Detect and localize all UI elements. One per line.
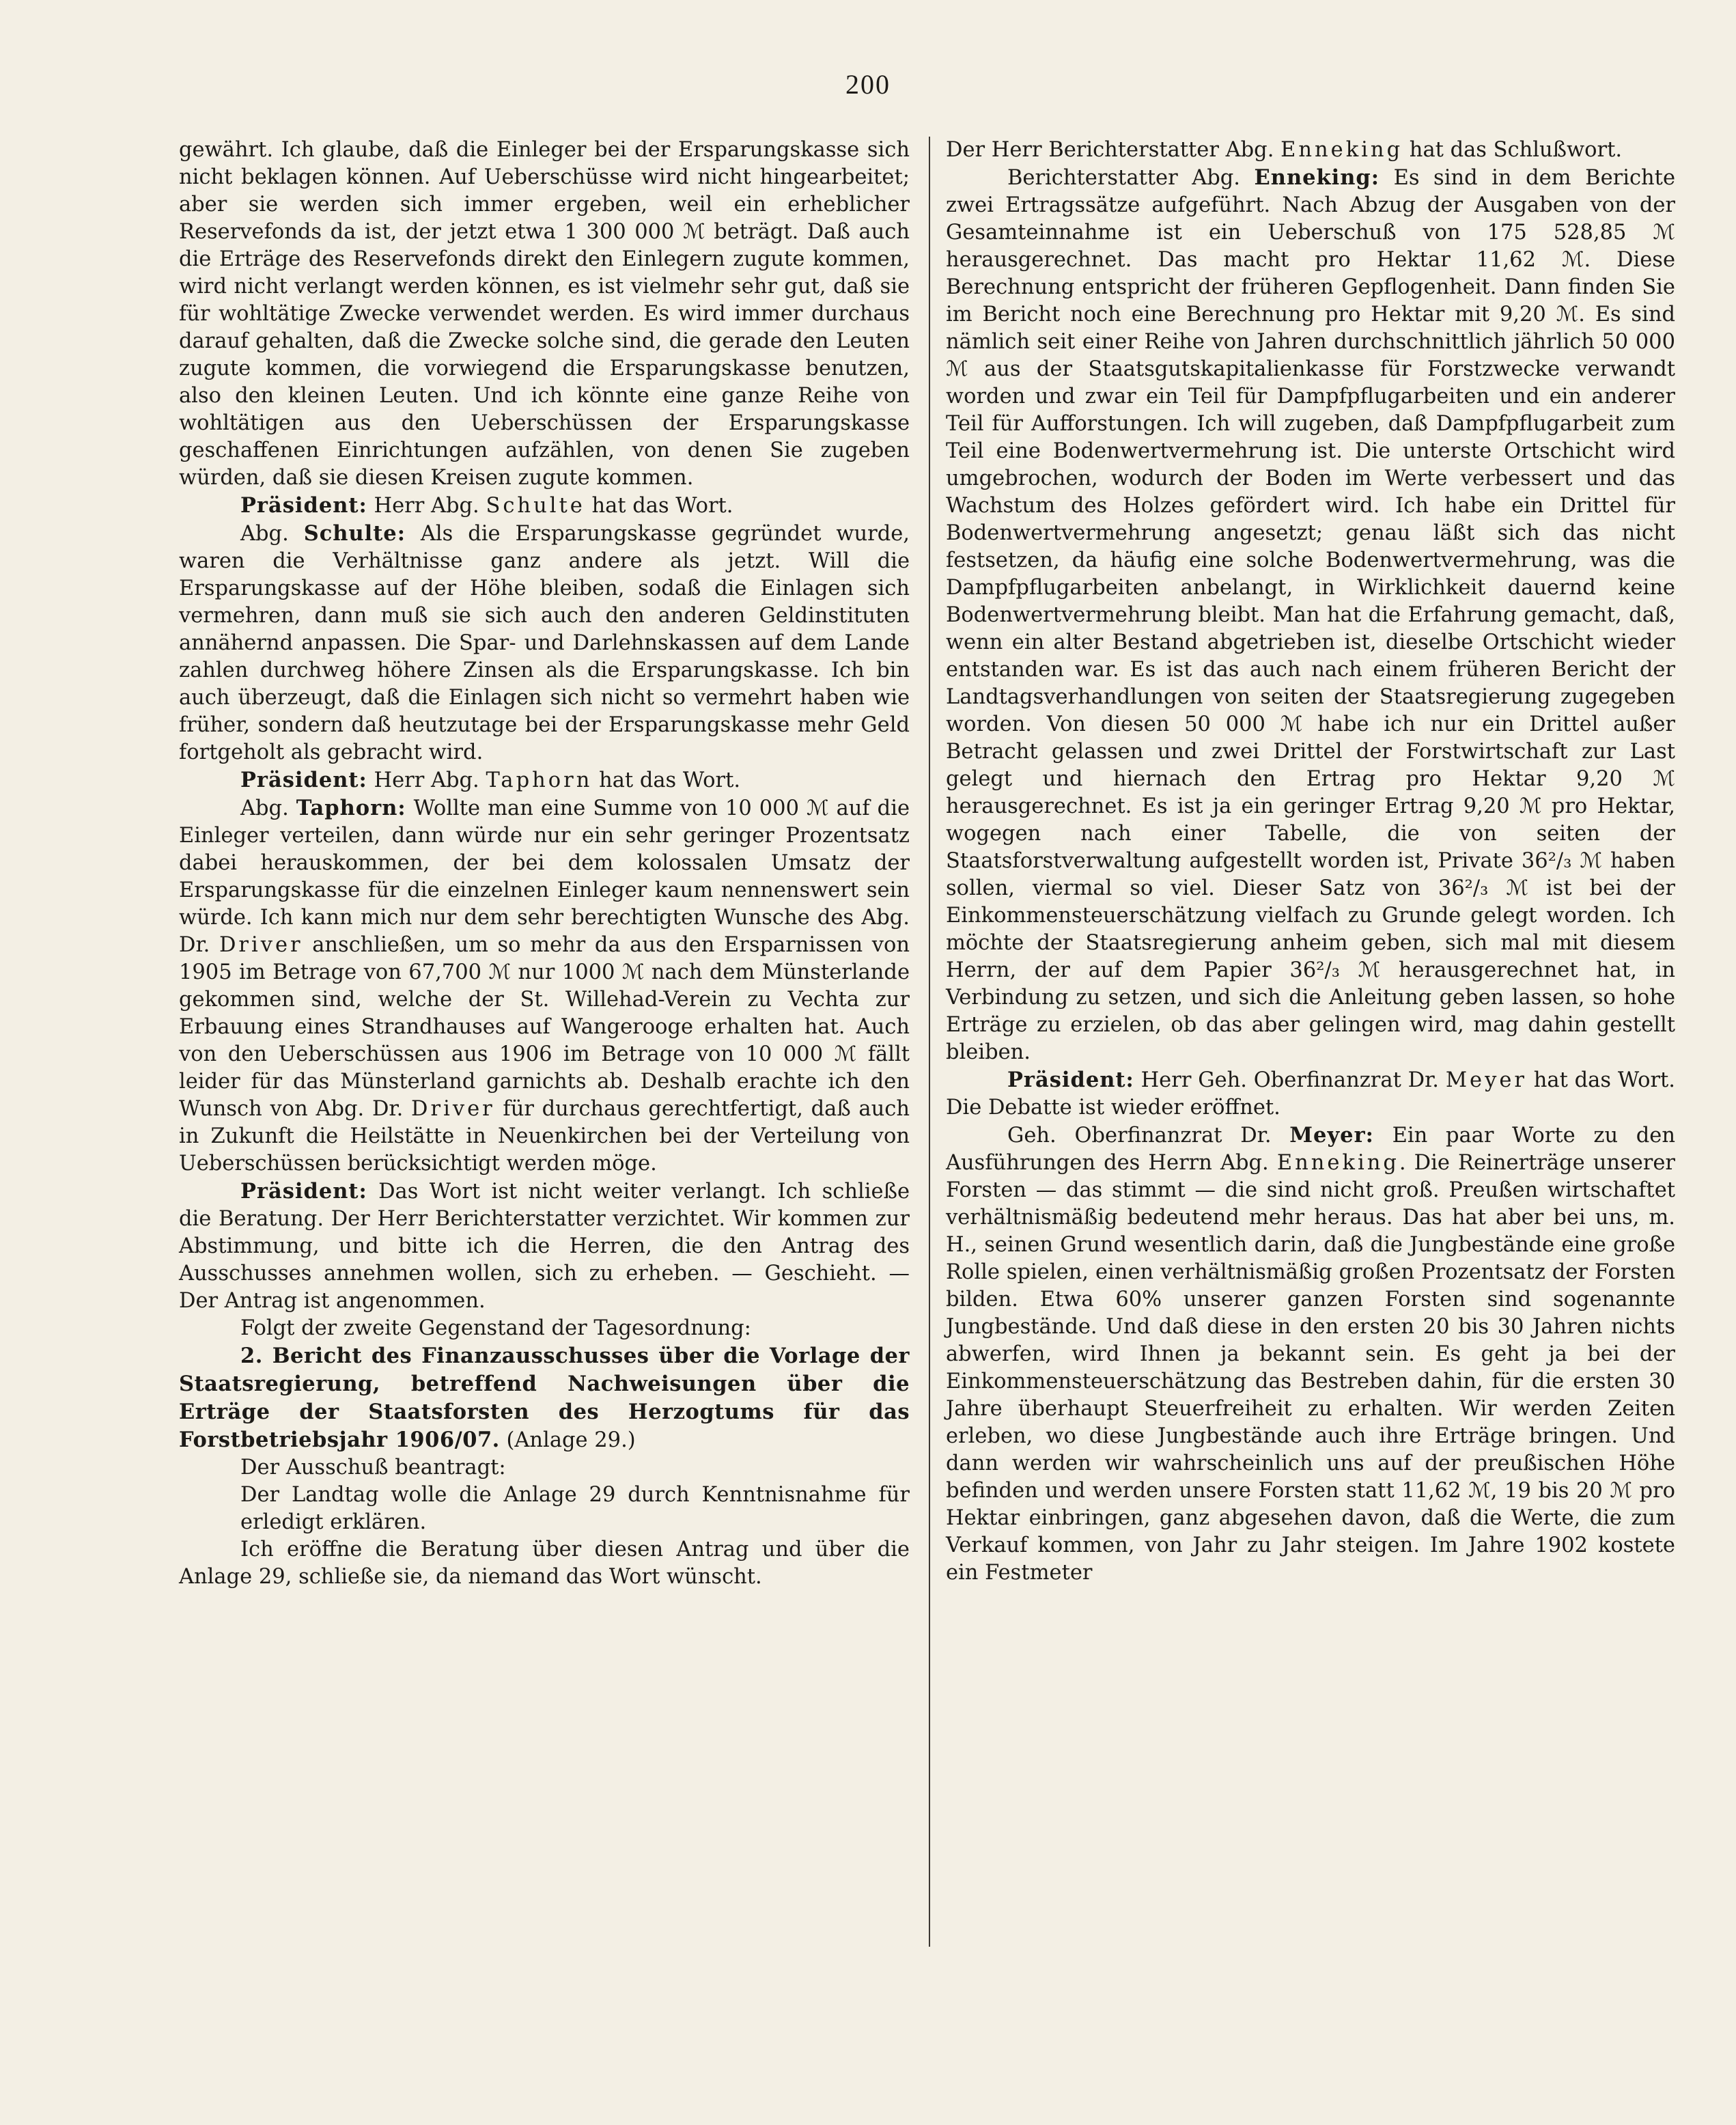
paragraph	[946, 164, 1675, 1066]
left-column	[179, 137, 910, 1591]
text-span: Herr Geh. Oberfinanzrat Dr.	[1134, 1068, 1446, 1092]
text-span: hat das Wort. Die Debatte ist wieder eröffnet.	[946, 1068, 1675, 1120]
speaker-name: Driver	[219, 933, 303, 957]
text-span: hat das Wort.	[592, 768, 741, 792]
column-divider	[929, 137, 930, 1947]
paragraph: Ich eröffne die Beratung über diesen Antrag und über die Anlage 29, schließe sie, da niemand das Wort wünscht.	[179, 1538, 910, 1589]
paragraph: gewährt. Ich glaube, daß die Einleger bei der Ersparungskasse sich nicht beklagen können. Auf Ueberschüsse wird nicht hingearbeitet; aber sie werden sich immer ergeben, weil ein erheblicher Reservefonds da ist, der jetzt etwa 1 300 000 ℳ beträgt. Daß auch die Erträge des Reservefonds direkt den Einlegern zugute kommen, wird nicht verlangt werden können, es ist vielmehr sehr gut, daß sie für wohltätige Zwecke verwendet werden. Es wird immer durchaus darauf gehalten, daß die Zwecke solche sind, die gerade den Leuten zugute kommen, die vorwiegend die Ersparungskasse benutzen, also den kleinen Leuten. Und ich könnte eine ganze Reihe von wohltätigen aus den Ueberschüssen der Ersparungskasse geschaffenen Einrichtungen aufzählen, von denen Sie zugeben würden, daß sie diesen Kreisen zugute kommen.	[179, 138, 910, 490]
motion-text: Der Landtag wolle die Anlage 29 durch Kenntnisnahme für erledigt erklären.	[240, 1483, 910, 1534]
text-span: . Die Reinerträge unserer Forsten — das stimmt — die sind nicht groß. Preußen wirtschaftet verhältnismäßig bedeutend mehr heraus. Das hat aber bei uns, m. H., seinen Grund wesentlich darin, daß die Jungbestände eine große Rolle spielen, einen verhältnismäßig großen Prozentsatz der Forsten bilden. Etwa 60% unserer ganzen Forsten sind sogenannte Jungbestände. Und daß diese in den ersten 20 bis 30 Jahren nichts abwerfen, wird Ihnen ja bekannt sein. Es geht ja bei der Einkommensteuerschätzung das Bestreben dahin, für die ersten 30 Jahre überhaupt Steuerfreiheit zu erhalten. Wir werden Zeiten erleben, wo diese Jungbestände auch ihre Erträge bringen. Und dann werden wir wahrscheinlich uns auf der preußischen Höhe befinden und werden unsere Forsten statt 11,62 ℳ, 19 bis 20 ℳ pro Hektar einbringen, ganz abgesehen davon, daß die Werte, die zum Verkauf kommen, von Jahr zu Jahr steigen. Im Jahre 1902 kostete ein Festmeter	[946, 1151, 1675, 1585]
speaker-name: Taphorn	[486, 768, 593, 792]
text-span: anschließen, um so mehr da aus den Ersparnissen von 1905 im Betrage von 67,700 ℳ nur 1000 ℳ nach dem Münsterlande gekommen sind, welche der St. Willehad-Verein zu Vechta zur Erbauung eines Strandhauses auf Wangerooge erhalten hat. Auch von den Ueberschüssen aus 1906 im Betrage von 10 000 ℳ fällt leider für das Münsterland garnichts ab. Deshalb erachte ich den Wunsch von Abg. Dr.	[179, 933, 910, 1121]
text-span: Abg.	[240, 796, 296, 820]
annex-reference: (Anlage 29.)	[499, 1428, 636, 1452]
paragraph	[946, 1066, 1675, 1122]
text-span: Geh. Oberfinanzrat Dr.	[1007, 1124, 1290, 1148]
text-span: Wollte man eine Summe von 10 000 ℳ auf die Einleger verteilen, dann würde nur ein sehr geringer Prozentsatz dabei herauskommen, der bei dem kolossalen Umsatz der Ersparungskasse für die einzelnen Einleger kaum nennenswert sein würde. Ich kann mich nur dem sehr berechtigten Wunsche des Abg. Dr.	[179, 796, 910, 957]
paragraph	[946, 1122, 1675, 1587]
text-span: Das Wort ist nicht weiter verlangt. Ich schließe die Beratung. Der Herr Berichterstatter verzichtet. Wir kommen zur Abstimmung, und bitte ich die Herren, die den Antrag des Ausschusses annehmen wollen, sich zu erheben. — Geschieht. — Der Antrag ist angenommen.	[179, 1180, 910, 1313]
speaker-label: Meyer:	[1289, 1123, 1374, 1148]
speaker-label: Enneking:	[1254, 165, 1380, 190]
speaker-label: Präsident:	[240, 768, 367, 792]
speaker-name: Enneking	[1280, 138, 1403, 162]
text-span: Es sind in dem Berichte zwei Ertragssätze aufgeführt. Nach Abzug der Ausgaben von der Gesamteinnahme ist ein Ueberschuß von 175 528,85 ℳ herausgerechnet. Das macht pro Hektar 11,62 ℳ. Diese Berechnung entspricht der früheren Gepflogenheit. Dann finden Sie im Bericht noch eine Berechnung pro Hektar mit 9,20 ℳ. Es sind nämlich seit einer Reihe von Jahren durchschnittlich jährlich 50 000 ℳ aus der Staatsgutskapitalienkasse für Forstzwecke verwandt worden und zwar ein Teil für Dampfpflugarbeiten und ein anderer Teil für Aufforstungen. Ich will zugeben, daß Dampfpflugarbeit zum Teil eine Bodenwertvermehrung ist. Die unterste Ortschicht wird umgebrochen, wodurch der Boden im Werte verbessert und das Wachstum des Holzes gefördert wird. Ich habe ein Drittel für Bodenwertvermehrung angesetzt; genau läßt sich das nicht festsetzen, da häufig eine solche Bodenwertvermehrung, was die Dampfpflugarbeiten anbelangt, in Wirklichkeit dauernd keine Bodenwertvermehrung bleibt. Man hat die Erfahrung gemacht, daß, wenn ein alter Bestand abgetrieben ist, dieselbe Ortschicht wieder entstanden war. Es ist das auch nach einem früheren Bericht der Landtagsverhandlungen von seiten der Staatsregierung zugegeben worden. Von diesen 50 000 ℳ habe ich nur ein Drittel außer Betracht gelassen und zwei Drittel der Forstwirtschaft zur Last gelegt und hiernach den Ertrag pro Hektar 9,20 ℳ herausgerechnet. Es ist ja ein geringer Ertrag 9,20 ℳ pro Hektar, wogegen nach einer Tabelle, die von seiten der Staatsforstverwaltung aufgestellt worden ist, Private 36²/₃ ℳ haben sollen, viermal so viel. Dieser Satz von 36²/₃ ℳ ist bei der Einkommensteuerschätzung vielfach zu Grunde gelegt worden. Ich möchte der Staatsregierung anheim geben, sich mal mit diesem Herrn, der auf dem Papier 36²/₃ ℳ herausgerechnet hat, in Verbindung zu setzen, und sich die Anleitung geben lassen, so hohe Erträge zu erzielen, ob das aber gelingen wird, mag dahin gestellt bleiben.	[946, 166, 1675, 1064]
paragraph: Der Ausschuß beantragt:	[240, 1456, 506, 1480]
page-number: 200	[845, 69, 891, 100]
right-column	[946, 137, 1675, 1587]
speaker-name: Meyer	[1445, 1068, 1527, 1092]
paragraph	[179, 520, 910, 766]
text-span: Herr Abg.	[367, 494, 486, 518]
speaker-label: Schulte:	[303, 521, 406, 546]
text-span: Berichterstatter Abg.	[1007, 166, 1255, 190]
text-span: für durchaus gerechtfertigt, daß auch in Zukunft die Heilstätte in Neuenkirchen bei der Verteilung von Ueberschüssen berücksichtigt werden möge.	[179, 1097, 910, 1176]
text-span: Ein paar Worte zu den Ausführungen des Herrn Abg.	[946, 1124, 1675, 1175]
speaker-label: Präsident:	[1007, 1068, 1134, 1092]
paragraph: Folgt der zweite Gegenstand der Tagesordnung:	[240, 1316, 751, 1340]
paragraph	[179, 766, 910, 794]
paragraph	[179, 794, 910, 1178]
text-span: Der Herr Berichterstatter Abg.	[946, 138, 1281, 162]
text-span: Herr Abg.	[367, 768, 486, 792]
speaker-name: Schulte	[486, 494, 585, 518]
speaker-name: Driver	[411, 1097, 495, 1121]
speaker-label: Präsident:	[240, 1179, 367, 1204]
text-span: hat das Schlußwort.	[1403, 138, 1623, 162]
speaker-label: Taphorn:	[296, 796, 406, 820]
text-span: hat das Wort.	[585, 494, 733, 518]
agenda-title: 2. Bericht des Finanzausschusses über die Vorlage der Staatsregierung, betreffend Nachweisungen über die Erträge der Staatsforsten des Herzogtums für das Forstbetriebsjahr 1906/07.	[179, 1344, 910, 1452]
paragraph	[179, 492, 910, 520]
speaker-name: Enneking	[1276, 1151, 1399, 1175]
agenda-item	[179, 1342, 910, 1454]
speaker-label: Präsident:	[240, 493, 367, 518]
text-span: Abg.	[240, 522, 304, 546]
text-span: Als die Ersparungskasse gegründet wurde, waren die Verhältnisse ganz andere als jetzt. Will die Ersparungskasse auf der Höhe bleiben, sodaß die Einlagen sich vermehren, dann muß sie sich auch den anderen Geldinstituten annähernd anpassen. Die Spar- und Darlehnskassen auf dem Lande zahlen durchweg höhere Zinsen als die Ersparungskasse. Ich bin auch überzeugt, daß die Einlagen sich nicht so vermehrt haben wie früher, sondern daß heutzutage bei der Ersparungskasse mehr Geld fortgeholt als gebracht wird.	[179, 522, 910, 764]
paragraph	[179, 1178, 910, 1315]
paragraph	[946, 137, 1675, 164]
